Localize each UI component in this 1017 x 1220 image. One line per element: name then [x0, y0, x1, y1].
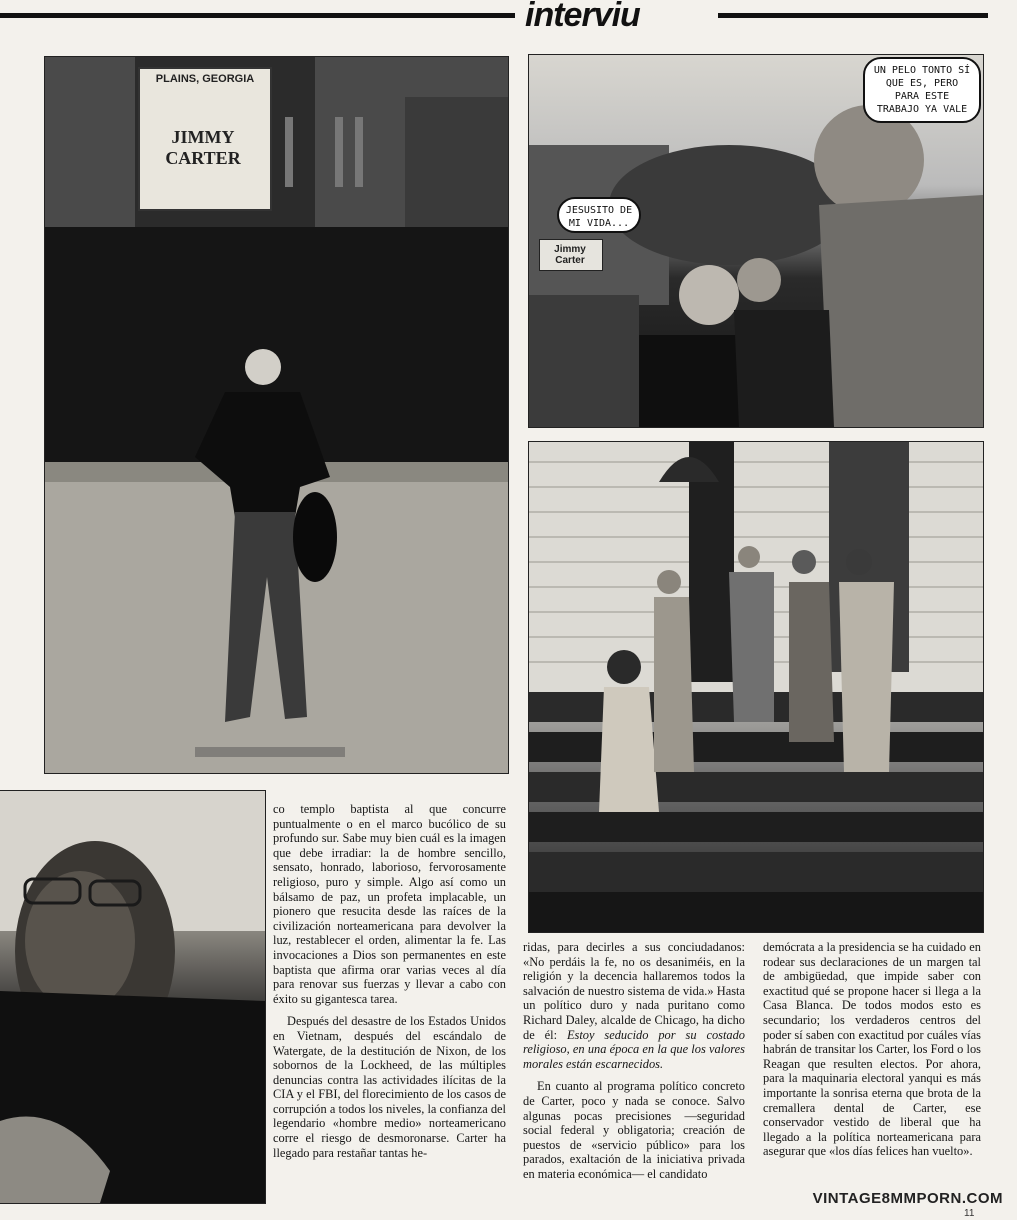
church-scene [529, 442, 983, 932]
speech-bubble-left: JESUSITO DE MI VIDA... [557, 197, 641, 233]
article-column-1 [273, 802, 506, 1168]
article-column-2 [523, 940, 745, 1190]
photo-portrait [0, 790, 266, 1204]
photo-main-street [44, 56, 509, 774]
col1-paragraph-2: Después del desastre de los Estados Unidos en Vietnam, después del escándalo de Watergate, de la destitución de Nixon, de los sobornos de la Lockheed, de las múltiples denuncias contra las actividades ilícitas de la CIA y el FBI, del florecimiento de los casos de corrupción a todos los niveles, la confianza del legendario «hombre medio» norteamericano corre el riesgo de desmoronarse. Carter ha llegado para restañar tantas he- [273, 1014, 506, 1160]
sign-jimmy-carter: JIMMY CARTER [165, 127, 241, 168]
header-rule-left [0, 13, 515, 18]
watermark: VINTAGE8MMPORN.COM [812, 1190, 1003, 1207]
page-number: 11 [964, 1208, 975, 1219]
col1-paragraph-1: co templo baptista al que concurre puntualmente o en el marco bucólico de su profundo sur. Sabe muy bien cuál es la imagen que debe irradiar: la de hombre sencillo, sensato, honrado, laborioso, fervorosamente religioso, puro y simple. Algo así como un bálsamo de paz, un profeta implacable, un pionero que resucita desde las raíces de la civilización norteamericana para devolver la luz, restablecer el orden, alimentar la fe. Las invocaciones a Dios son permanentes en este baptista que afirma orar varias veces al día para renovar sus fuerzas y llevar a cabo con éxito su gigantesca tarea. [273, 802, 506, 1006]
street-sign-text: Jimmy Carter [554, 244, 586, 266]
header-rule-right [718, 13, 988, 18]
speech-bubble-right: UN PELO TONTO SÍ QUE ES, PERO PARA ESTE TRABAJO YA VALE [863, 57, 981, 123]
daley-quote: Estoy seducido por su costado religioso, en una época en la que los valores morales están escarnecidos. [523, 1027, 745, 1071]
main-street-scene [45, 57, 508, 773]
col2-paragraph-1-text: ridas, para decirles a sus conciudadanos: «No perdáis la fe, no os desaniméis, en la religión y la decencia hallaremos todos la salvación de nuestro sistema de vida.» Hasta un político duro y nada puritano como Richard Daley, alcalde de Chicago, ha dicho de él: [523, 940, 745, 1042]
col2-paragraph-1 [523, 940, 745, 1071]
col2-paragraph-2: En cuanto al programa político concreto de Carter, poco y nada se conoce. Salvo algunas pocas precisiones —seguridad social federal y obligatoria; creación de puestos de «servicio público» para los parados, exaltación de la iniciativa privada en materia económica— el candidato [523, 1079, 745, 1181]
photo-church [528, 441, 984, 933]
portrait-scene [0, 791, 265, 1203]
col3-paragraph-1: demócrata a la presidencia se ha cuidado en rodear sus declaraciones de un margen tal de ambigüedad, que impide saber con exactitud qué se propone hacer si llega a la Casa Blanca. De todos modos esto es secundario; los verdaderos centros del poder sí saben con exactitud por cuáles vías habrán de transitar los Carter, los Ford o los Reagan que resulten electos. Por ahora, para la maquinaria electoral yanqui es más importante la sonrisa eterna que brota de la cremallera dental de Carter, ese conservador vestido de liberal que ha llegado a la política norteamericana para asegurar que «los días felices han vuelto». [763, 940, 981, 1159]
article-column-3 [763, 940, 981, 1167]
photo-crowd [528, 54, 984, 428]
sign-plains-georgia: PLAINS, GEORGIA [155, 73, 255, 85]
magazine-logo: interviu [525, 0, 640, 34]
